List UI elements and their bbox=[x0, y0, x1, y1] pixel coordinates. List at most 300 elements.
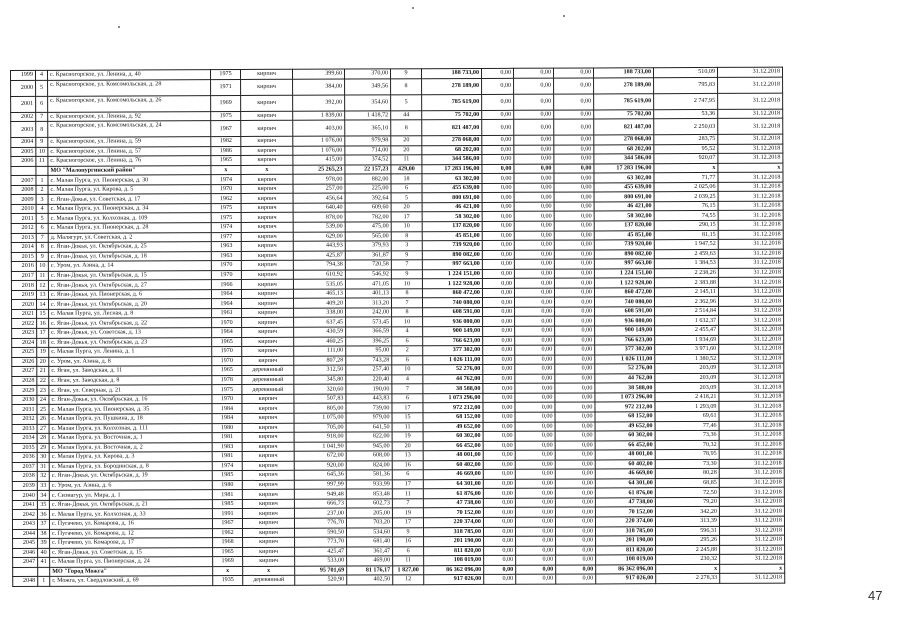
cell-deadline: 31.12.2018 bbox=[718, 93, 783, 109]
cell-fund-b: 0,00 bbox=[514, 202, 554, 212]
cell-cost-per-sqm: 1 934,69 bbox=[655, 335, 719, 345]
cell-address: с. Малая Пурга, ул. Пионерская, д. 30 bbox=[48, 175, 211, 185]
cell-fund-a: 0,00 bbox=[484, 565, 516, 575]
cell-address: с. Малая Пурга, ул. Бородинская, д. 8 bbox=[49, 461, 212, 471]
cell-wall-material: кирпич bbox=[241, 95, 293, 111]
cell-address: с. Пугачево, ул. Комарова, д. 12 bbox=[50, 528, 213, 538]
cell-fund-b: 0,00 bbox=[515, 441, 555, 451]
cell-residents: 10 bbox=[391, 222, 422, 232]
cell-wall-material: кирпич bbox=[242, 470, 294, 480]
cell-living-area: 392,64 bbox=[345, 193, 391, 203]
cell-total-cost: 455 639,00 bbox=[422, 183, 482, 193]
cell-address: с. Яган-Докья, ул. Октябрьская, д. 20 bbox=[49, 299, 212, 309]
cell-own-funds: 860 472,00 bbox=[594, 288, 654, 298]
cell-total-area: 95 701,69 bbox=[295, 566, 347, 576]
cell-build-year: 1965 bbox=[213, 547, 243, 557]
cell-fund-a: 0,00 bbox=[483, 431, 515, 441]
cell-fund-b: 0,00 bbox=[515, 307, 555, 317]
cell-own-funds: 917 026,00 bbox=[596, 574, 656, 584]
cell-fund-b: 0,00 bbox=[515, 374, 555, 384]
cell-wall-material: кирпич bbox=[241, 146, 293, 156]
cell-wall-material: деревянный bbox=[242, 375, 294, 385]
cell-total-cost: 70 152,00 bbox=[423, 508, 483, 518]
cell-fund-c: 0,00 bbox=[556, 574, 596, 584]
cell-total-cost: 61 876,00 bbox=[423, 489, 483, 499]
cell-row-index: 2038 bbox=[12, 472, 37, 482]
cell-residents: 13 bbox=[392, 451, 423, 461]
cell-cost-per-sqm: 2 278,33 bbox=[656, 574, 720, 584]
cell-row-index: 2044 bbox=[13, 529, 38, 539]
cell-living-area: 469,00 bbox=[347, 556, 393, 566]
cell-total-area: 425,47 bbox=[295, 547, 347, 557]
cell-deadline: 31.12.2018 bbox=[718, 220, 783, 230]
cell-fund-c: 0,00 bbox=[554, 78, 594, 94]
cell-address: с. Малая Пурга, ул. Пионерская, д. 35 bbox=[49, 404, 212, 414]
cell-build-year: 1978 bbox=[212, 375, 242, 385]
cell-build-year: 1975 bbox=[211, 111, 241, 121]
cell-total-area: 637,45 bbox=[294, 318, 346, 328]
cell-total-area: 666,73 bbox=[294, 499, 346, 509]
cell-fund-b: 0,00 bbox=[515, 393, 555, 403]
cell-fund-a: 0,00 bbox=[484, 546, 516, 556]
cell-item-number: 31 bbox=[37, 462, 49, 472]
cell-total-area: 507,83 bbox=[294, 394, 346, 404]
cell-item-number: 3 bbox=[36, 195, 48, 205]
cell-living-area: 782,00 bbox=[345, 212, 391, 222]
cell-total-cost: 64 301,00 bbox=[423, 479, 483, 489]
cell-fund-a: 0,00 bbox=[483, 441, 515, 451]
cell-fund-b: 0,00 bbox=[514, 288, 554, 298]
cell-item-number: 17 bbox=[37, 328, 49, 338]
cell-fund-a: 0,00 bbox=[484, 536, 516, 546]
cell-build-year: 1965 bbox=[212, 337, 242, 347]
cell-living-area: 81 176,17 bbox=[347, 566, 393, 576]
cell-total-cost: 46 669,00 bbox=[423, 470, 483, 480]
cell-residents: 5 bbox=[391, 94, 422, 110]
cell-row-index: 2042 bbox=[12, 510, 37, 520]
cell-row-index: 2003 bbox=[11, 121, 36, 137]
cell-own-funds: 821 487,00 bbox=[594, 119, 654, 135]
cell-fund-c: 0,00 bbox=[555, 526, 595, 536]
cell-deadline: 31.12.2018 bbox=[718, 249, 783, 259]
cell-fund-b: 0,00 bbox=[516, 555, 556, 565]
cell-item-number: 10 bbox=[36, 262, 48, 272]
cell-wall-material: кирпич bbox=[241, 280, 293, 290]
cell-build-year: 1970 bbox=[212, 356, 242, 366]
cell-row-index: 2035 bbox=[12, 443, 37, 453]
cell-residents: 7 bbox=[391, 298, 422, 308]
cell-item-number: 36 bbox=[37, 510, 49, 520]
cell-build-year: 1963 bbox=[211, 251, 241, 261]
cell-build-year: 1970 bbox=[212, 394, 242, 404]
cell-own-funds: 63 302,00 bbox=[594, 173, 654, 183]
cell-wall-material: кирпич bbox=[242, 461, 294, 471]
cell-fund-c: 0,00 bbox=[553, 68, 593, 78]
cell-total-area: 415,00 bbox=[293, 155, 345, 165]
cell-living-area: 581,36 bbox=[346, 470, 392, 480]
cell-fund-c: 0,00 bbox=[554, 211, 594, 221]
cell-own-funds: 17 283 196,00 bbox=[594, 163, 654, 173]
cell-total-cost: 46 421,00 bbox=[422, 202, 482, 212]
cell-total-area: 949,48 bbox=[294, 489, 346, 499]
cell-item-number: 15 bbox=[37, 309, 49, 319]
cell-fund-b: 0,00 bbox=[516, 574, 556, 584]
cell-deadline: 31.12.2018 bbox=[718, 192, 783, 202]
cell-build-year: 1980 bbox=[212, 480, 242, 490]
cell-total-cost: 1 073 296,00 bbox=[423, 393, 483, 403]
cell-build-year: 1986 bbox=[211, 146, 241, 156]
cell-total-area: 25 265,23 bbox=[293, 165, 345, 175]
cell-item-number: 19 bbox=[37, 347, 49, 357]
cell-cost-per-sqm: x bbox=[654, 163, 718, 173]
cell-item-number: 13 bbox=[36, 290, 48, 300]
cell-address: с. Красногорское, ул. Комсомольская, д. 28 bbox=[48, 79, 211, 96]
cell-residents: 8 bbox=[391, 120, 422, 136]
cell-own-funds: 278 068,00 bbox=[594, 135, 654, 145]
cell-address: с. Яган-Докья, ул. Советская, д. 17 bbox=[48, 194, 211, 204]
cell-fund-b: 0,00 bbox=[514, 119, 554, 135]
cell-wall-material: кирпич bbox=[242, 518, 294, 528]
cell-deadline: 31.12.2018 bbox=[720, 545, 785, 555]
cell-item-number: 1 bbox=[36, 176, 48, 186]
cell-row-index: 1999 bbox=[11, 70, 36, 80]
cell-residents: 16 bbox=[392, 460, 423, 470]
cell-cost-per-sqm: 53,36 bbox=[654, 109, 718, 119]
cell-fund-b: 0,00 bbox=[515, 488, 555, 498]
cell-fund-c: 0,00 bbox=[554, 278, 594, 288]
cell-deadline: 31.12.2018 bbox=[719, 421, 784, 431]
cell-item-number: 2 bbox=[36, 185, 48, 195]
cell-fund-c: 0,00 bbox=[555, 431, 595, 441]
cell-cost-per-sqm: 69,61 bbox=[655, 411, 719, 421]
cell-living-area: 609,60 bbox=[345, 203, 391, 213]
cell-fund-c: 0,00 bbox=[556, 536, 596, 546]
cell-living-area: 313,20 bbox=[345, 298, 391, 308]
cell-item-number: 33 bbox=[37, 481, 49, 491]
cell-cost-per-sqm: 1 632,37 bbox=[655, 316, 719, 326]
cell-fund-a: 0,00 bbox=[483, 374, 515, 384]
cell-living-area: 979,98 bbox=[345, 136, 391, 146]
cell-build-year: 1965 bbox=[211, 156, 241, 166]
cell-residents: 44 bbox=[391, 110, 422, 120]
cell-own-funds: 766 623,00 bbox=[595, 335, 655, 345]
cell-residents: 9 bbox=[391, 269, 422, 279]
page-number: 47 bbox=[868, 588, 883, 603]
cell-fund-b: 0,00 bbox=[514, 193, 554, 203]
cell-total-area: 629,00 bbox=[293, 232, 345, 242]
cell-fund-b: 0,00 bbox=[515, 479, 555, 489]
cell-deadline: 31.12.2018 bbox=[718, 172, 783, 182]
cell-total-area: 1 041,90 bbox=[294, 442, 346, 452]
cell-total-area: 539,00 bbox=[293, 222, 345, 232]
cell-total-area: 610,92 bbox=[293, 270, 345, 280]
cell-own-funds: 75 702,00 bbox=[594, 109, 654, 119]
cell-deadline: 31.12.2018 bbox=[719, 382, 784, 392]
cell-residents: 9 bbox=[391, 250, 422, 260]
cell-residents: 10 bbox=[392, 365, 423, 375]
cell-wall-material: кирпич bbox=[242, 451, 294, 461]
cell-address: МО "Малопургинский район" bbox=[48, 165, 211, 175]
cell-wall-material: кирпич bbox=[240, 69, 292, 79]
cell-living-area: 443,83 bbox=[346, 394, 392, 404]
cell-wall-material: деревянный bbox=[243, 576, 295, 586]
cell-fund-a: 0,00 bbox=[483, 336, 515, 346]
cell-deadline: 31.12.2018 bbox=[718, 277, 783, 287]
cell-address: с. Яган, ул. Заводская, д. 11 bbox=[49, 366, 212, 376]
cell-address: с. Красногорское, ул. Ленина, д. 57 bbox=[48, 146, 211, 156]
cell-own-funds: 608 591,00 bbox=[595, 307, 655, 317]
cell-build-year: 1970 bbox=[212, 318, 242, 328]
cell-fund-c: 0,00 bbox=[555, 441, 595, 451]
cell-total-area: 1 839,00 bbox=[293, 111, 345, 121]
cell-wall-material: кирпич bbox=[242, 404, 294, 414]
table-row bbox=[13, 573, 785, 586]
cell-fund-a: 0,00 bbox=[483, 508, 515, 518]
cell-cost-per-sqm: 2 145,11 bbox=[654, 287, 718, 297]
cell-total-area: 312,50 bbox=[294, 365, 346, 375]
cell-residents: 16 bbox=[393, 537, 424, 547]
cell-wall-material: кирпич bbox=[241, 194, 293, 204]
cell-item-number: 6 bbox=[36, 223, 48, 233]
cell-own-funds: 188 733,00 bbox=[593, 68, 653, 78]
cell-total-area: 645,36 bbox=[294, 470, 346, 480]
cell-fund-c: 0,00 bbox=[554, 94, 594, 110]
cell-total-cost: 740 080,00 bbox=[422, 298, 482, 308]
cell-total-cost: 45 851,00 bbox=[422, 231, 482, 241]
cell-row-index: 2032 bbox=[12, 414, 37, 424]
cell-living-area: 190,00 bbox=[346, 384, 392, 394]
cell-fund-b: 0,00 bbox=[515, 403, 555, 413]
cell-item-number: 39 bbox=[38, 538, 50, 548]
cell-fund-b: 0,00 bbox=[515, 412, 555, 422]
cell-living-area: 205,00 bbox=[346, 508, 392, 518]
cell-residents: 11 bbox=[392, 422, 423, 432]
cell-fund-b: 0,00 bbox=[515, 450, 555, 460]
cell-deadline: 31.12.2018 bbox=[719, 325, 784, 335]
table-body bbox=[11, 67, 785, 586]
cell-cost-per-sqm: 95,52 bbox=[654, 144, 718, 154]
cell-fund-b: 0,00 bbox=[514, 94, 554, 110]
cell-build-year: 1981 bbox=[212, 452, 242, 462]
cell-cost-per-sqm: 2 418,21 bbox=[655, 392, 719, 402]
cell-residents: 4 bbox=[392, 374, 423, 384]
cell-living-area: 743,28 bbox=[346, 356, 392, 366]
cell-residents: 11 bbox=[391, 155, 422, 165]
cell-item-number: 9 bbox=[36, 137, 48, 147]
cell-wall-material: кирпич bbox=[242, 327, 294, 337]
cell-row-index: 2041 bbox=[12, 500, 37, 510]
cell-fund-c: 0,00 bbox=[555, 450, 595, 460]
cell-fund-a: 0,00 bbox=[483, 527, 515, 537]
cell-address: с. Яган-Докья, ул. Пионерская, д. 6 bbox=[48, 289, 211, 299]
cell-fund-b: 0,00 bbox=[516, 546, 556, 556]
cell-fund-a: 0,00 bbox=[483, 307, 515, 317]
cell-address: с. Яган-Докья, ул. Октябрьская, д. 15 bbox=[48, 270, 211, 280]
cell-address: с. Малая Пурга, ул. Ленина, д. 1 bbox=[49, 347, 212, 357]
cell-row-index: 2000 bbox=[11, 80, 36, 96]
cell-residents: 20 bbox=[391, 145, 422, 155]
cell-fund-c: 0,00 bbox=[554, 240, 594, 250]
cell-total-cost: 344 586,00 bbox=[422, 155, 482, 165]
cell-own-funds: 68 152,00 bbox=[595, 412, 655, 422]
cell-row-index: 2046 bbox=[13, 548, 38, 558]
cell-row-index: 2028 bbox=[12, 376, 37, 386]
cell-total-area: 399,60 bbox=[292, 69, 344, 79]
cell-fund-c: 0,00 bbox=[556, 565, 596, 575]
cell-wall-material: кирпич bbox=[242, 432, 294, 442]
cell-deadline: 31.12.2018 bbox=[719, 487, 784, 497]
cell-living-area: 573,45 bbox=[346, 317, 392, 327]
cell-build-year: 1967 bbox=[211, 121, 241, 137]
cell-total-area: 590,50 bbox=[295, 528, 347, 538]
cell-fund-b: 0,00 bbox=[514, 154, 554, 164]
cell-fund-a: 0,00 bbox=[483, 489, 515, 499]
cell-cost-per-sqm: 81,15 bbox=[654, 230, 718, 240]
cell-fund-b: 0,00 bbox=[514, 250, 554, 260]
cell-address: с. Малая Пурга, ул. Восточная, д. 2 bbox=[49, 442, 212, 452]
cell-item-number bbox=[36, 166, 48, 176]
cell-deadline: 31.12.2018 bbox=[719, 373, 784, 383]
cell-total-area: 776,70 bbox=[294, 518, 346, 528]
cell-fund-a: 0,00 bbox=[483, 384, 515, 394]
cell-residents: 20 bbox=[391, 203, 422, 213]
cell-residents: 2 bbox=[392, 346, 423, 356]
cell-cost-per-sqm: 76,15 bbox=[654, 201, 718, 211]
cell-deadline: 31.12.2018 bbox=[719, 516, 784, 526]
cell-total-area: 794,38 bbox=[293, 260, 345, 270]
cell-fund-a: 0,00 bbox=[482, 288, 514, 298]
cell-wall-material: кирпич bbox=[243, 537, 295, 547]
cell-living-area: 475,00 bbox=[345, 222, 391, 232]
cell-cost-per-sqm: 1 293,09 bbox=[655, 402, 719, 412]
cell-build-year: 1962 bbox=[211, 194, 241, 204]
cell-wall-material: x bbox=[241, 165, 293, 175]
cell-wall-material: x bbox=[243, 566, 295, 576]
cell-row-index: 2019 bbox=[11, 290, 36, 300]
cell-build-year: 1961 bbox=[212, 308, 242, 318]
cell-build-year: 1967 bbox=[212, 518, 242, 528]
cell-fund-b: 0,00 bbox=[515, 364, 555, 374]
cell-living-area: 401,13 bbox=[345, 289, 391, 299]
cell-wall-material: кирпич bbox=[242, 337, 294, 347]
cell-total-cost: 201 190,00 bbox=[424, 537, 484, 547]
cell-row-index: 2030 bbox=[12, 395, 37, 405]
cell-deadline: 31.12.2018 bbox=[719, 316, 784, 326]
cell-total-cost: 75 702,00 bbox=[422, 110, 482, 120]
cell-total-area: 997,99 bbox=[294, 480, 346, 490]
cell-residents: 10 bbox=[392, 317, 423, 327]
cell-living-area: 714,00 bbox=[345, 145, 391, 155]
cell-cost-per-sqm: 920,07 bbox=[654, 154, 718, 164]
cell-own-funds: 972 212,00 bbox=[595, 402, 655, 412]
cell-wall-material: кирпич bbox=[242, 299, 294, 309]
cell-total-area: 807,28 bbox=[294, 356, 346, 366]
cell-own-funds: 49 652,00 bbox=[595, 421, 655, 431]
cell-address: с. Малая Пурга, ул. Колхозная, д. 33 bbox=[49, 509, 212, 519]
cell-total-area: 257,00 bbox=[293, 184, 345, 194]
cell-residents: 12 bbox=[393, 575, 424, 585]
cell-address: МО "Город Можга" bbox=[50, 566, 213, 576]
cell-wall-material: кирпич bbox=[242, 413, 294, 423]
cell-item-number: 28 bbox=[37, 433, 49, 443]
cell-cost-per-sqm: 80,28 bbox=[655, 469, 719, 479]
cell-build-year: 1985 bbox=[212, 499, 242, 509]
cell-fund-a: 0,00 bbox=[483, 460, 515, 470]
cell-total-cost: 608 591,00 bbox=[423, 307, 483, 317]
cell-cost-per-sqm: 283,75 bbox=[654, 135, 718, 145]
cell-deadline: 31.12.2018 bbox=[719, 335, 784, 345]
cell-cost-per-sqm: 78,95 bbox=[655, 450, 719, 460]
cell-fund-c: 0,00 bbox=[555, 345, 595, 355]
cell-wall-material: кирпич bbox=[241, 251, 293, 261]
cell-build-year: 1983 bbox=[212, 442, 242, 452]
cell-item-number: 34 bbox=[37, 491, 49, 501]
cell-deadline: x bbox=[718, 163, 783, 173]
cell-address: с. Уром, ул. Азина, д. 6 bbox=[49, 480, 212, 490]
cell-living-area: 602,73 bbox=[346, 499, 392, 509]
cell-residents: 4 bbox=[392, 327, 423, 337]
cell-deadline: 31.12.2018 bbox=[718, 118, 783, 134]
cell-residents: 6 bbox=[392, 355, 423, 365]
cell-own-funds: 68 202,00 bbox=[594, 144, 654, 154]
cell-fund-c: 0,00 bbox=[555, 498, 595, 508]
cell-fund-b: 0,00 bbox=[515, 336, 555, 346]
cell-own-funds: 318 785,00 bbox=[595, 526, 655, 536]
cell-total-cost: 800 691,00 bbox=[422, 193, 482, 203]
cell-living-area: 22 157,23 bbox=[345, 165, 391, 175]
cell-address: г. Можга, ул. Свердловский, д. 69 bbox=[50, 576, 213, 586]
cell-item-number: 11 bbox=[36, 271, 48, 281]
cell-fund-a: 0,00 bbox=[483, 345, 515, 355]
cell-own-funds: 1 224 151,00 bbox=[594, 268, 654, 278]
cell-wall-material: кирпич bbox=[241, 241, 293, 251]
cell-deadline: 31.12.2018 bbox=[719, 478, 784, 488]
cell-own-funds: 278 189,00 bbox=[594, 77, 654, 93]
cell-row-index: 2021 bbox=[12, 309, 37, 319]
cell-living-area: 354,60 bbox=[345, 94, 391, 110]
cell-residents: 6 bbox=[391, 184, 422, 194]
cell-residents: 17 bbox=[392, 403, 423, 413]
cell-wall-material: кирпич bbox=[242, 509, 294, 519]
cell-living-area: 361,47 bbox=[347, 546, 393, 556]
cell-item-number: 11 bbox=[36, 157, 48, 167]
cell-total-cost: 108 019,00 bbox=[424, 556, 484, 566]
cell-fund-a: 0,00 bbox=[483, 355, 515, 365]
cell-total-area: 672,00 bbox=[294, 451, 346, 461]
cell-fund-c: 0,00 bbox=[556, 546, 596, 556]
cell-total-cost: 68 152,00 bbox=[423, 412, 483, 422]
cell-deadline: x bbox=[720, 564, 785, 574]
cell-build-year: 1985 bbox=[212, 471, 242, 481]
cell-build-year: 1970 bbox=[211, 270, 241, 280]
cell-fund-c: 0,00 bbox=[554, 297, 594, 307]
cell-address: с. Красногорское, ул. Ленина, д. 40 bbox=[48, 70, 211, 80]
cell-address: с. Малая Пурга, ул. Восточная, д. 1 bbox=[49, 433, 212, 443]
cell-row-index: 2014 bbox=[11, 242, 36, 252]
cell-fund-a: 0,00 bbox=[482, 240, 514, 250]
cell-wall-material: кирпич bbox=[242, 442, 294, 452]
cell-total-cost: 860 472,00 bbox=[422, 288, 482, 298]
cell-build-year: 1974 bbox=[211, 175, 241, 185]
cell-item-number: 9 bbox=[36, 252, 48, 262]
cell-residents: 6 bbox=[393, 546, 424, 556]
cell-row-index: 2031 bbox=[12, 405, 37, 415]
cell-build-year: 1965 bbox=[212, 366, 242, 376]
cell-wall-material: кирпич bbox=[243, 547, 295, 557]
cell-living-area: 370,00 bbox=[344, 69, 390, 79]
cell-total-cost: 739 920,00 bbox=[422, 241, 482, 251]
cell-living-area: 220,40 bbox=[346, 375, 392, 385]
